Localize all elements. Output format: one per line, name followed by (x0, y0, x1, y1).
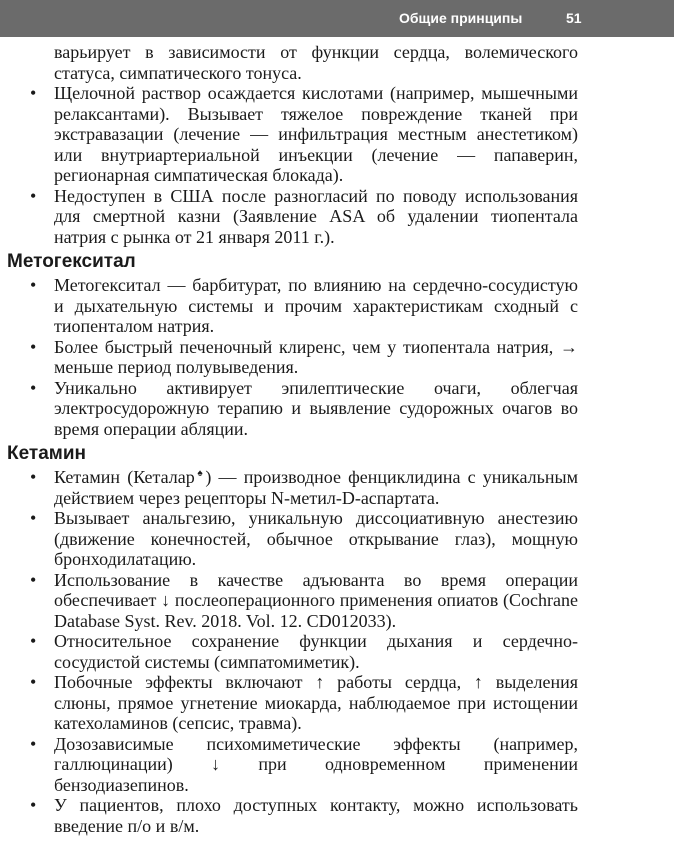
list-item: • Недоступен в США после разногласий по поводу использования для смертной казни (Заявление ASA об удалении тиопентала натрия с рынка от 21 января 2011 г.). (54, 186, 578, 248)
ketamine-intro-text: Кетамин (Кеталар (54, 467, 195, 487)
list-item: • Относительное сохранение функции дыхания и сердечно-сосудистой системы (симпатомиметик). (54, 631, 578, 672)
list-item: • Дозозависимые психомиметические эффекты (например, галлюцинации) ↓ при одновременном применении бензодиазепинов. (54, 734, 578, 796)
list-item: • Более быстрый печеночный клиренс, чем у тиопентала натрия, → меньше период полувыведения. (54, 337, 578, 378)
list-item: • Вызывает анальгезию, уникальную диссоциативную анестезию (движение конечностей, обычное открывание глаз), мощную бронходилатацию. (54, 508, 578, 570)
section-heading-methohexital: Метогекситал (7, 251, 136, 272)
continued-paragraph: варьирует в зависимости от функции сердца, волемического статуса, симпатического тонуса. (54, 42, 578, 83)
list-item: • Метогекситал — барбитурат, по влиянию на сердечно-сосудистую и дыхательную системы и прочим характеристикам сходный с тиопенталом натрия. (54, 275, 578, 337)
running-title: Общие принципы (399, 10, 523, 26)
page-header (0, 0, 674, 37)
page-number: 51 (566, 10, 582, 26)
ketamine-intro-text-rest: ) — производное фенциклидина с уникальным действием через рецепторы N-метил-D-аспартата. (54, 467, 578, 508)
list-item: • Щелочной раствор осаждается кислотами (например, мышечными релаксантами). Вызывает тяжелое повреждение тканей при экстравазации (лечение — инфильтрация местным анестетиком) или внутриартериальной инъекции (лечение — папаверин, регионарная симпатическая блокада). (54, 83, 578, 186)
list-item (54, 467, 578, 508)
list-item: • Использование в качестве адъюванта во время операции обеспечивает ↓ послеоперационного применения опиатов (Cochrane Database Syst. Rev. 2018. Vol. 12. CD012033). (54, 570, 578, 632)
page-body (0, 42, 674, 836)
section-heading-ketamine: Кетамин (7, 443, 86, 464)
drug-mark: ♠ (194, 468, 206, 479)
list-item: • Побочные эффекты включают ↑ работы сердца, ↑ выделения слюны, прямое угнетение миокарда, наблюдаемое при истощении катехоламинов (сепсис, травма). (54, 672, 578, 734)
list-item: • У пациентов, плохо доступных контакту, можно использовать введение п/о и в/м. (54, 795, 578, 836)
list-item: • Уникально активирует эпилептические очаги, облегчая электросудорожную терапию и выявление судорожных очагов во время операции абляции. (54, 378, 578, 440)
